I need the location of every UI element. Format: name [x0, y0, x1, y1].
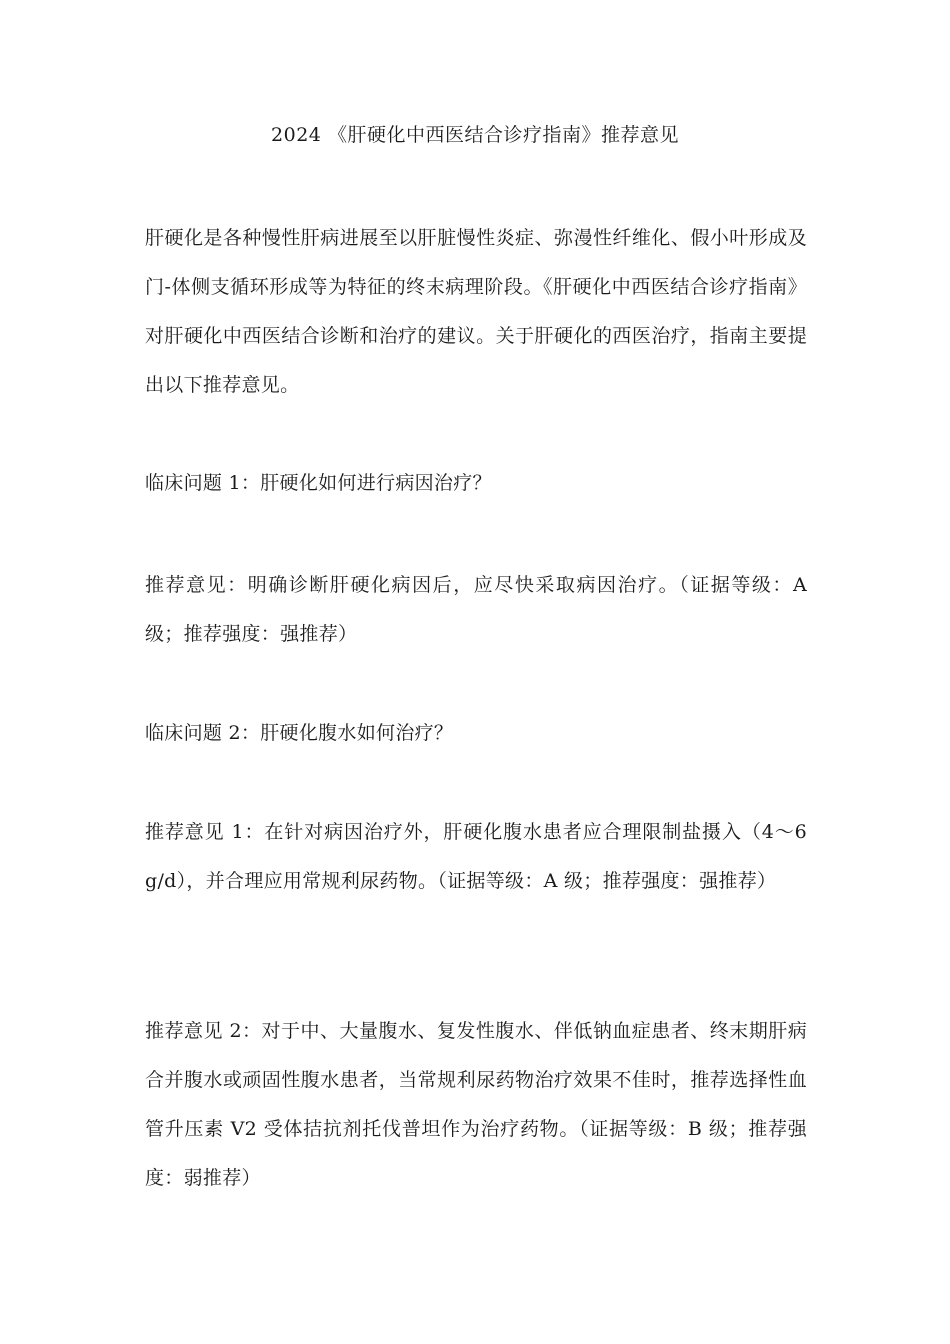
- clinical-question-2: 临床问题 2：肝硬化腹水如何治疗？: [145, 722, 454, 744]
- recommendation-2-2: 推荐意见 2：对于中、大量腹水、复发性腹水、伴低钠血症患者、终末期肝病合并腹水或顽固性腹水患者，当常规利尿药物治疗效果不佳时，推荐选择性血管升压素 V2 受体拮抗剂托伐普坦作为治疗药物。（证据等级：B 级；推荐强度：弱推荐）: [145, 1020, 807, 1189]
- clinical-question-1: 临床问题 1：肝硬化如何进行病因治疗？: [145, 472, 492, 494]
- intro-paragraph: 肝硬化是各种慢性肝病进展至以肝脏慢性炎症、弥漫性纤维化、假小叶形成及门-体侧支循环形成等为特征的终末病理阶段。《肝硬化中西医结合诊疗指南》对肝硬化中西医结合诊断和治疗的建议。关于肝硬化的西医治疗，指南主要提出以下推荐意见。: [145, 227, 807, 396]
- recommendation-2-1: 推荐意见 1：在针对病因治疗外，肝硬化腹水患者应合理限制盐摄入（4～6 g/d），并合理应用常规利尿药物。（证据等级：A 级；推荐强度：强推荐）: [145, 821, 807, 892]
- document-title: 2024 《肝硬化中西医结合诊疗指南》推荐意见: [271, 124, 679, 146]
- recommendation-1: 推荐意见：明确诊断肝硬化病因后，应尽快采取病因治疗。（证据等级：A 级；推荐强度：强推荐）: [145, 574, 807, 645]
